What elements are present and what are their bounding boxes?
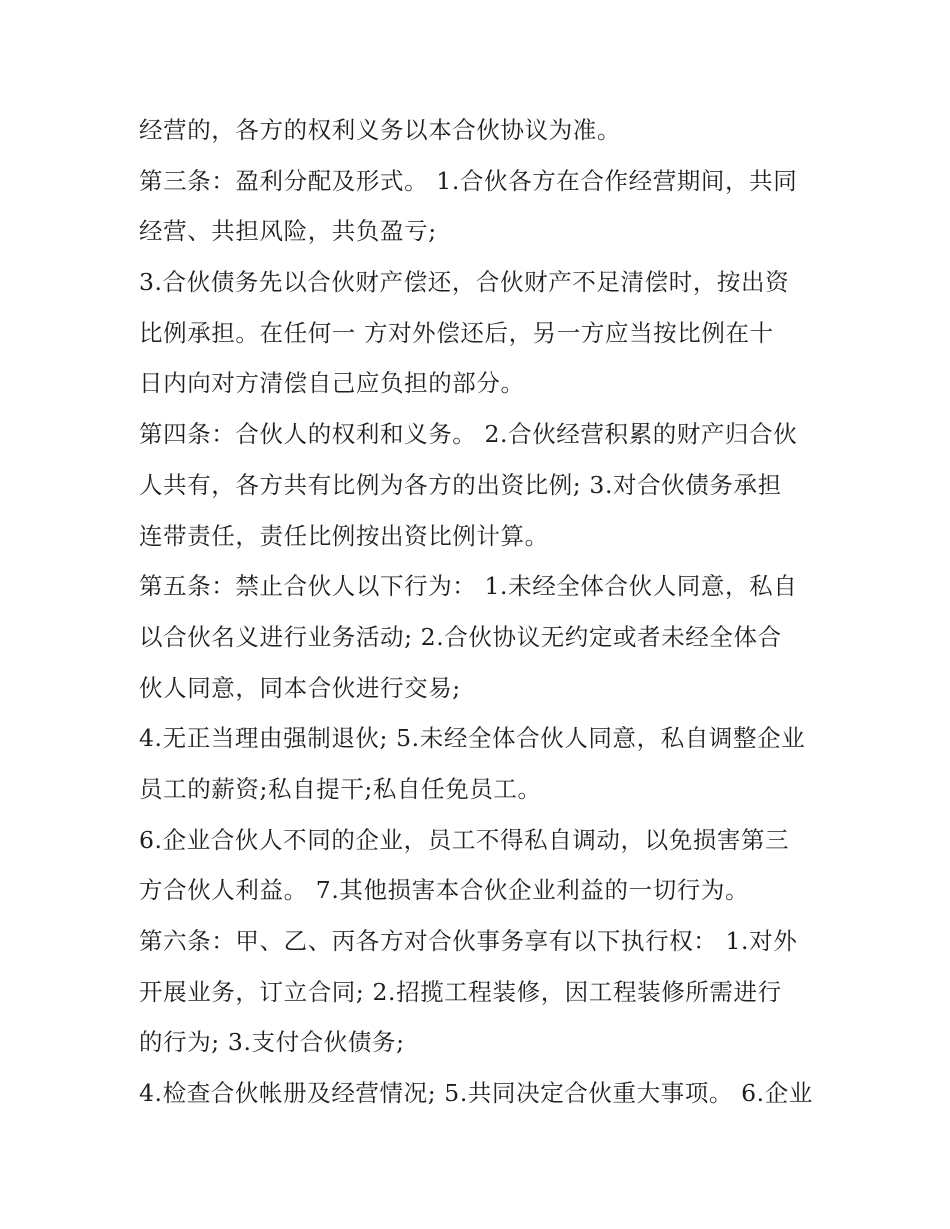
- document-body: [139, 105, 819, 1119]
- text-line: 连带责任，责任比例按出资比例计算。: [139, 521, 549, 550]
- text-line: 人共有，各方共有比例为各方的出资比例; 3.对合伙债务承担: [139, 470, 782, 499]
- text-line: 员工的薪资;私自提干;私自任免员工。: [139, 774, 542, 803]
- text-line: 3.合伙债务先以合伙财产偿还，合伙财产不足清偿时，按出资: [139, 268, 790, 297]
- text-line: 第六条：甲、乙、丙各方对合伙事务享有以下执行权： 1.对外: [139, 927, 798, 955]
- text-line: 伙人同意，同本合伙进行交易;: [139, 673, 461, 702]
- text-line: 日内向对方清偿自己应负担的部分。: [139, 369, 525, 398]
- text-line: 经营的，各方的权利义务以本合伙协议为准。: [139, 116, 621, 144]
- text-line: 经营、共担风险，共负盈亏;: [139, 217, 437, 246]
- text-line: 第五条：禁止合伙人以下行为： 1.未经全体合伙人同意，私自: [139, 572, 798, 601]
- text-line: 6.企业合伙人不同的企业，员工不得私自调动，以免损害第三: [139, 825, 790, 854]
- text-line: 4.检查合伙帐册及经营情况; 5.共同决定合伙重大事项。 6.企业: [139, 1079, 813, 1108]
- text-line: 方合伙人利益。 7.其他损害本合伙企业利益的一切行为。: [139, 876, 750, 905]
- text-line: 第四条：合伙人的权利和义务。 2.合伙经营积累的财产归合伙: [139, 420, 798, 449]
- text-line: 的行为; 3.支付合伙债务;: [139, 1028, 405, 1057]
- text-line: 开展业务，订立合同; 2.招揽工程装修，因工程装修所需进行: [139, 977, 782, 1006]
- text-line: 4.无正当理由强制退伙; 5.未经全体合伙人同意，私自调整企业: [139, 724, 806, 753]
- text-line: 第三条：盈利分配及形式。 1.合伙各方在合作经营期间，共同: [139, 166, 798, 195]
- text-line: 以合伙名义进行业务活动; 2.合伙协议无约定或者未经全体合: [139, 622, 782, 651]
- text-line: 比例承担。在任何一 方对外偿还后，另一方应当按比例在十: [139, 318, 774, 347]
